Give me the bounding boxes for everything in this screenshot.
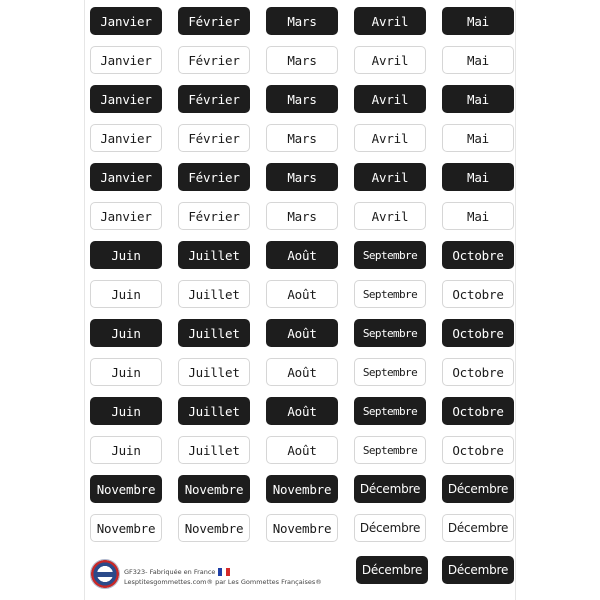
sticker-label[interactable]: Juin	[90, 241, 162, 269]
label-row	[90, 514, 514, 542]
sticker-label[interactable]: Juillet	[178, 358, 250, 386]
sticker-label[interactable]: Septembre	[354, 397, 426, 425]
sticker-label[interactable]: Septembre	[354, 358, 426, 386]
sticker-label[interactable]: Septembre	[354, 241, 426, 269]
product-reference	[124, 568, 230, 576]
sticker-label[interactable]: Juin	[90, 280, 162, 308]
sticker-label[interactable]: Février	[178, 7, 250, 35]
label-row	[90, 85, 514, 113]
sticker-label[interactable]: Novembre	[178, 514, 250, 542]
footer-labels	[356, 556, 514, 584]
sticker-label[interactable]: Septembre	[354, 319, 426, 347]
sticker-label[interactable]: Mars	[266, 124, 338, 152]
sticker-label[interactable]: Mai	[442, 163, 514, 191]
sticker-label[interactable]: Septembre	[354, 280, 426, 308]
label-row	[90, 397, 514, 425]
sticker-label[interactable]: Janvier	[90, 124, 162, 152]
label-row	[90, 202, 514, 230]
sticker-label[interactable]: Août	[266, 397, 338, 425]
sticker-label[interactable]: Janvier	[90, 163, 162, 191]
sticker-label[interactable]: Novembre	[266, 475, 338, 503]
sticker-label[interactable]: Juillet	[178, 397, 250, 425]
sticker-label[interactable]: Avril	[354, 163, 426, 191]
sticker-label[interactable]: Février	[178, 46, 250, 74]
sticker-label[interactable]: Mars	[266, 85, 338, 113]
sticker-label[interactable]: Octobre	[442, 241, 514, 269]
label-row	[90, 319, 514, 347]
sticker-label[interactable]: Août	[266, 280, 338, 308]
sticker-label[interactable]: Juillet	[178, 436, 250, 464]
sticker-label[interactable]: Avril	[354, 46, 426, 74]
sticker-label[interactable]: Juillet	[178, 319, 250, 347]
label-row	[90, 241, 514, 269]
sticker-label[interactable]: Mai	[442, 7, 514, 35]
label-grid	[90, 7, 514, 553]
label-row	[90, 7, 514, 35]
sticker-label[interactable]: Mars	[266, 202, 338, 230]
sticker-label[interactable]: Février	[178, 124, 250, 152]
sticker-label[interactable]: Novembre	[178, 475, 250, 503]
sticker-label[interactable]: Mars	[266, 46, 338, 74]
sticker-label[interactable]: Mai	[442, 85, 514, 113]
sticker-label[interactable]: Septembre	[354, 436, 426, 464]
sticker-label[interactable]: Octobre	[442, 436, 514, 464]
sticker-label[interactable]: Avril	[354, 202, 426, 230]
gommettes-logo-icon	[90, 559, 120, 589]
sticker-label[interactable]: Janvier	[90, 202, 162, 230]
sticker-label[interactable]: Janvier	[90, 7, 162, 35]
sticker-label[interactable]: Août	[266, 358, 338, 386]
sticker-sheet	[84, 0, 516, 600]
label-row	[90, 475, 514, 503]
sticker-label[interactable]: Juin	[90, 436, 162, 464]
sticker-label[interactable]: Décembre	[356, 556, 428, 584]
label-row	[90, 280, 514, 308]
sticker-label[interactable]: Août	[266, 319, 338, 347]
label-row	[90, 46, 514, 74]
sticker-label[interactable]: Juin	[90, 397, 162, 425]
sticker-label[interactable]: Mars	[266, 7, 338, 35]
sticker-label[interactable]: Octobre	[442, 358, 514, 386]
sticker-label[interactable]: Mars	[266, 163, 338, 191]
sticker-label[interactable]: Février	[178, 85, 250, 113]
label-row	[90, 358, 514, 386]
sticker-label[interactable]: Août	[266, 241, 338, 269]
sticker-label[interactable]: Décembre	[354, 475, 426, 503]
french-flag-icon	[218, 568, 230, 576]
sticker-label[interactable]: Décembre	[442, 514, 514, 542]
sticker-label[interactable]: Juillet	[178, 280, 250, 308]
sticker-label[interactable]: Octobre	[442, 397, 514, 425]
sticker-label[interactable]: Décembre	[354, 514, 426, 542]
label-row	[90, 124, 514, 152]
sticker-label[interactable]: Mai	[442, 46, 514, 74]
sticker-label[interactable]: Février	[178, 202, 250, 230]
sticker-label[interactable]: Novembre	[266, 514, 338, 542]
sheet-footer	[90, 556, 514, 592]
website-credit: Lesptitesgommettes.com® par Les Gommettes Françaises®	[124, 578, 322, 586]
label-row	[90, 163, 514, 191]
sticker-label[interactable]: Juin	[90, 358, 162, 386]
sticker-label[interactable]: Mai	[442, 124, 514, 152]
sticker-label[interactable]: Juillet	[178, 241, 250, 269]
sticker-label[interactable]: Janvier	[90, 46, 162, 74]
sticker-label[interactable]: Août	[266, 436, 338, 464]
sticker-label[interactable]: Décembre	[442, 556, 514, 584]
sticker-label[interactable]: Novembre	[90, 475, 162, 503]
sticker-label[interactable]: Avril	[354, 85, 426, 113]
sticker-label[interactable]: Juin	[90, 319, 162, 347]
reference-text: GF323- Fabriquée en France	[124, 568, 216, 576]
sticker-label[interactable]: Mai	[442, 202, 514, 230]
sticker-label[interactable]: Janvier	[90, 85, 162, 113]
sticker-label[interactable]: Octobre	[442, 319, 514, 347]
label-row	[90, 436, 514, 464]
sticker-label[interactable]: Février	[178, 163, 250, 191]
sticker-label[interactable]: Novembre	[90, 514, 162, 542]
sticker-label[interactable]: Décembre	[442, 475, 514, 503]
sticker-label[interactable]: Avril	[354, 7, 426, 35]
sticker-label[interactable]: Avril	[354, 124, 426, 152]
sticker-label[interactable]: Octobre	[442, 280, 514, 308]
